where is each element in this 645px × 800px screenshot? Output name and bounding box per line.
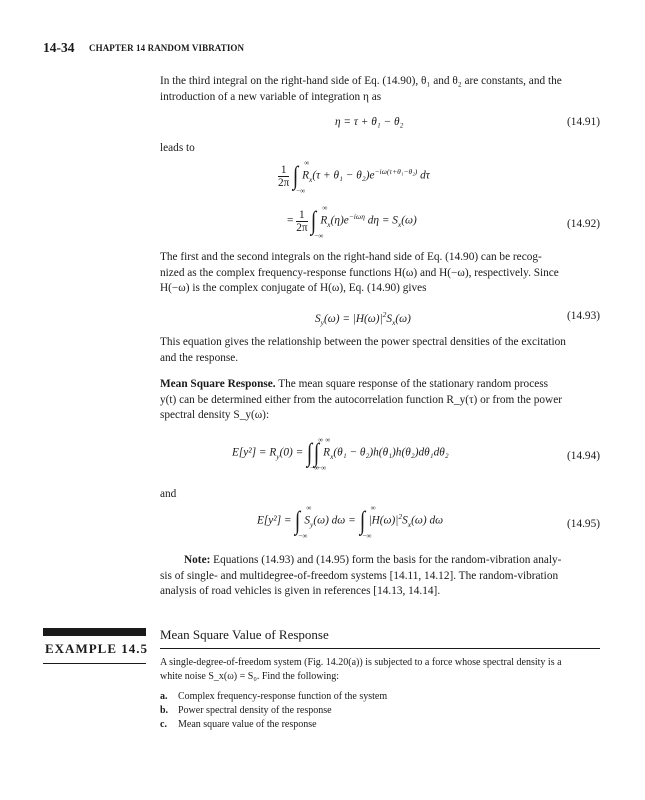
paragraph-line: H(−ω) is the complex conjugate of H(ω), Eq. (14.90) gives [160, 282, 427, 294]
fraction: $\frac{1}{2\pi}$ [296, 208, 308, 234]
section-mean-square-response [160, 377, 600, 424]
paragraph-line: white noise S_x(ω) = S₀. Find the following: [160, 670, 340, 682]
paragraph-line: nized as the complex frequency-response functions H(ω) and H(−ω), respectively. Since [160, 266, 559, 279]
equation-number: (14.91) [567, 116, 600, 128]
paragraph-line: sis of single- and multidegree-of-freedom systems [14.11, 14.12]. The random-vibration [160, 569, 559, 582]
upper-limit: ∞ [304, 159, 310, 167]
equation-14-94 [160, 436, 600, 476]
integral-sign: ∫ [311, 206, 317, 235]
paragraph-line: analysis of road vehicles is given in references [14.13, 14.14]. [160, 585, 441, 597]
paragraph-intro [160, 74, 600, 105]
equation-14-92-line1: $\frac{1}{2\pi}$ ∫ ∞ −∞ $R_x(\tau + \theta_1 - \theta_2)e^{-i\omega(\tau+\theta_1-\theta_2)}$ dτ [278, 159, 430, 195]
paragraph-line: and the response. [160, 351, 239, 364]
equation-14-95 [160, 504, 600, 544]
equation-number: (14.93) [567, 310, 600, 322]
list-item: a. Complex frequency-response function of the system [160, 691, 388, 702]
lower-limit: −∞ [296, 187, 306, 195]
integral-sign: ∫ [293, 161, 299, 190]
example-rule-left [43, 663, 146, 664]
paragraph-line: spectral density S_y(ω): [160, 409, 270, 421]
equation-number: (14.92) [567, 218, 600, 230]
note-label: Note: [184, 554, 211, 566]
paragraph-relationship [160, 335, 600, 366]
paragraph-line: A single-degree-of-freedom system (Fig. 14.20(a)) is subjected to a force whose spectral density is a [160, 657, 562, 668]
section-heading: Mean Square Response. [160, 378, 276, 390]
example-title: Mean Square Value of Response [160, 627, 329, 642]
equation-14-91 [160, 116, 600, 138]
paragraph-line: Mean Square Response. The mean square response of the stationary random process [160, 378, 549, 390]
paragraph-line: introduction of a new variable of integration η as [160, 90, 382, 103]
integral-sign: ∫ [314, 438, 320, 467]
equation-body: η = τ + θ₁ − θ₂ [335, 116, 404, 128]
page-number: 14-34 [43, 40, 75, 55]
integral-sign: ∫ [359, 506, 365, 535]
integral-sign: ∫ [306, 438, 313, 467]
paragraph-line: In the third integral on the right-hand side of Eq. (14.90), θ₁ and θ₂ are constants, and the [160, 75, 562, 87]
list-item: c. Mean square value of the response [160, 719, 317, 730]
chapter-title: CHAPTER 14 RANDOM VIBRATION [89, 43, 245, 53]
integral-sign: ∫ [295, 506, 301, 535]
example-label: EXAMPLE 14.5 [45, 641, 148, 656]
example-rule-thick [43, 628, 146, 636]
and-text: and [160, 488, 177, 500]
example-rule-right [160, 648, 600, 649]
list-item: b. Power spectral density of the response [160, 705, 332, 716]
equation-body: E[y²] = ∫ ∞ −∞ $S_y(\omega) d\omega$ = ∫ ∞ −∞ $|H(\omega)|^2S_x(\omega)$ dω [257, 504, 444, 540]
paragraph-line: y(t) can be determined either from the autocorrelation function R_y(τ) or from the power [160, 393, 562, 406]
note-paragraph [160, 553, 600, 600]
paragraph-line: The first and the second integrals on the right-hand side of Eq. (14.90) can be recog- [160, 251, 542, 263]
paragraph-line: Note: Equations (14.93) and (14.95) form the basis for the random-vibration analy- [184, 554, 562, 566]
example-body [160, 656, 600, 683]
fraction: $\frac{1}{2\pi}$ [278, 163, 290, 189]
equation-14-92-line2: = $\frac{1}{2\pi}$ ∫ ∞ −∞ $R_x(\eta)e^{-i\omega\eta}$ $d\eta = S_x(\omega)$ (14.92) [287, 204, 600, 240]
equation-number: (14.95) [567, 518, 600, 530]
equation-number: (14.94) [567, 450, 600, 462]
equation-body: $S_y(\omega) = |H(\omega)|^2S_x(\omega)$ [315, 310, 411, 328]
upper-limit: ∞ [322, 204, 328, 212]
equation-body: $E[y^2] = R_y(0)$ = ∫ ∞ −∞ ∫ ∞ −∞ $R_x(\theta_1 - \theta_2)h(\theta_1)h(\theta_2)d\theta_1d\theta_2$ [232, 436, 449, 472]
lower-limit: −∞ [314, 232, 324, 240]
paragraph-complex-frequency [160, 250, 600, 297]
equation-14-93 [160, 310, 600, 332]
leads-to-text: leads to [160, 142, 195, 154]
paragraph-line: This equation gives the relationship between the power spectral densities of the excitation [160, 336, 566, 348]
